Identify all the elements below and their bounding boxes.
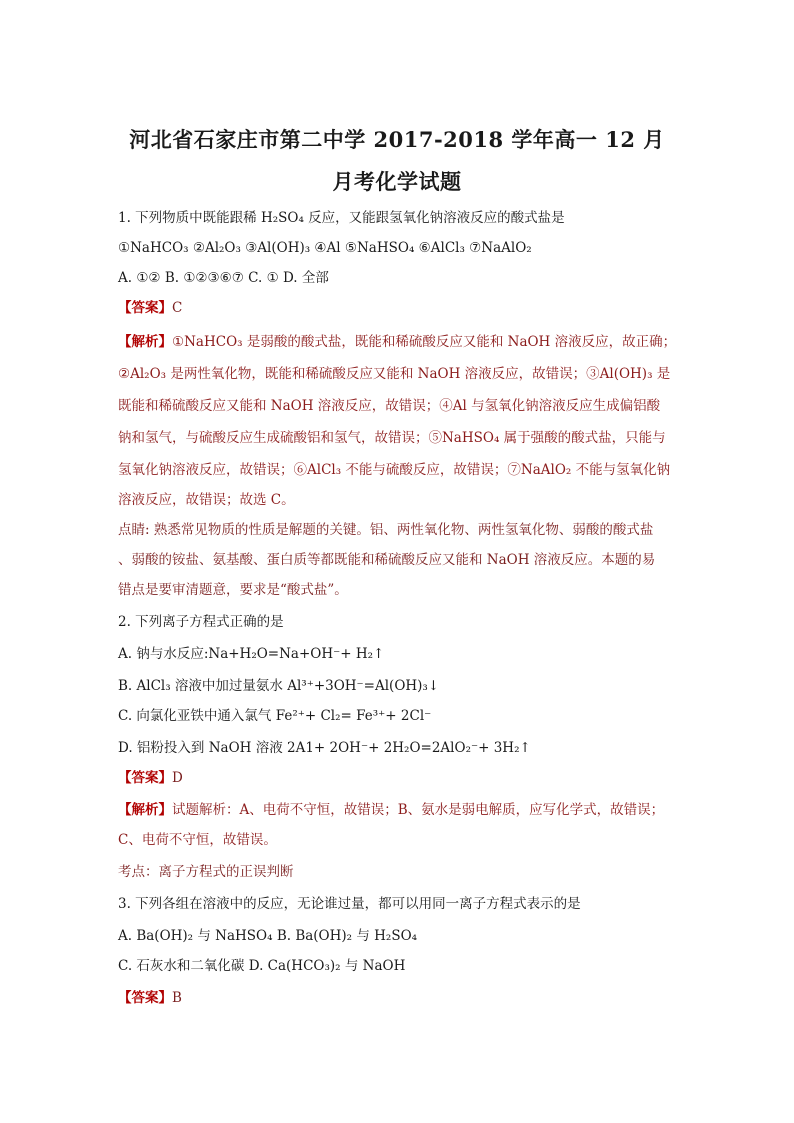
- q2-option-c: C. 向氯化亚铁中通入氯气 Fe²⁺+ Cl₂= Fe³⁺+ 2Cl⁻: [118, 708, 432, 724]
- q1-analysis-line2: ②Al₂O₃ 是两性氧化物，既能和稀硫酸反应又能和 NaOH 溶液反应，故错误；③Al(OH)₃ 是: [118, 366, 671, 382]
- q1-note-line1: 点睛: 熟悉常见物质的性质是解题的关键。铝、两性氧化物、两性氢氧化物、弱酸的酸式盐: [118, 522, 654, 538]
- q1-note-line3: 错点是要审清题意，要求是“酸式盐”。: [118, 582, 348, 598]
- q2-option-b: B. AlCl₃ 溶液中加过量氨水 Al³⁺+3OH⁻=Al(OH)₃↓: [118, 678, 440, 694]
- q1-analysis-line1: [118, 332, 676, 352]
- q1-analysis-line4: 钠和氢气，与硫酸反应生成硫酸铝和氢气，故错误；⑤NaHSO₄ 属于强酸的酸式盐，只能与: [118, 430, 666, 446]
- q3-answer-tag: 【答案】: [118, 990, 172, 1006]
- q1-note-line2: 、弱酸的铵盐、氨基酸、蛋白质等都既能和稀硫酸反应又能和 NaOH 溶液反应。本题的易: [118, 552, 656, 568]
- q1-answer: [118, 298, 182, 318]
- q1-analysis-text1: ①NaHCO₃ 是弱酸的酸式盐，既能和稀硫酸反应又能和 NaOH 溶液反应，故正确；: [172, 334, 677, 350]
- q3-stem: 3. 下列各组在溶液中的反应，无论谁过量，都可以用同一离子方程式表示的是: [118, 896, 581, 912]
- document-title-line2: 月考化学试题: [332, 169, 462, 194]
- q1-options: A. ①② B. ①②③⑥⑦ C. ① D. 全部: [118, 270, 329, 286]
- q2-analysis-text1: 试题解析：A、电荷不守恒，故错误；B、氨水是弱电解质，应写化学式，故错误；: [172, 802, 665, 818]
- q2-analysis-line2: C、电荷不守恒，故错误。: [118, 832, 277, 848]
- q2-option-d: D. 铝粉投入到 NaOH 溶液 2A1+ 2OH⁻+ 2H₂O=2AlO₂⁻+ 3H₂↑: [118, 740, 531, 756]
- q1-analysis-line3: 既能和稀硫酸反应又能和 NaOH 溶液反应，故错误；④Al 与氢氧化钠溶液反应生成偏铝酸: [118, 398, 661, 414]
- q3-options-line2: C. 石灰水和二氧化碳 D. Ca(HCO₃)₂ 与 NaOH: [118, 958, 406, 974]
- q1-items: ①NaHCO₃ ②Al₂O₃ ③Al(OH)₃ ④Al ⑤NaHSO₄ ⑥AlCl₃ ⑦NaAlO₂: [118, 240, 532, 256]
- q2-analysis-tag: 【解析】: [118, 802, 172, 818]
- q2-stem: 2. 下列离子方程式正确的是: [118, 614, 284, 630]
- q2-point: 考点：离子方程式的正误判断: [118, 864, 294, 880]
- q2-answer-value: D: [172, 770, 183, 786]
- q1-answer-tag: 【答案】: [118, 300, 172, 316]
- document-title-line1: 河北省石家庄市第二中学 2017-2018 学年高一 12 月: [129, 127, 665, 152]
- q1-stem: 1. 下列物质中既能跟稀 H₂SO₄ 反应，又能跟氢氧化钠溶液反应的酸式盐是: [118, 210, 565, 226]
- q3-answer-value: B: [172, 990, 182, 1006]
- q2-answer-tag: 【答案】: [118, 770, 172, 786]
- q2-answer: [118, 768, 183, 788]
- q3-answer: [118, 988, 182, 1008]
- q2-analysis-line1: [118, 800, 664, 820]
- q3-options-line1: A. Ba(OH)₂ 与 NaHSO₄ B. Ba(OH)₂ 与 H₂SO₄: [118, 928, 418, 944]
- q1-answer-value: C: [172, 300, 183, 316]
- q1-analysis-line6: 溶液反应，故错误；故选 C。: [118, 492, 295, 508]
- q2-option-a: A. 钠与水反应:Na+H₂O=Na+OH⁻+ H₂↑: [118, 646, 385, 662]
- q1-analysis-line5: 氢氧化钠溶液反应，故错误；⑥AlCl₃ 不能与硫酸反应，故错误；⑦NaAlO₂ 不能与氢氧化钠: [118, 462, 671, 478]
- q1-analysis-tag: 【解析】: [118, 334, 172, 350]
